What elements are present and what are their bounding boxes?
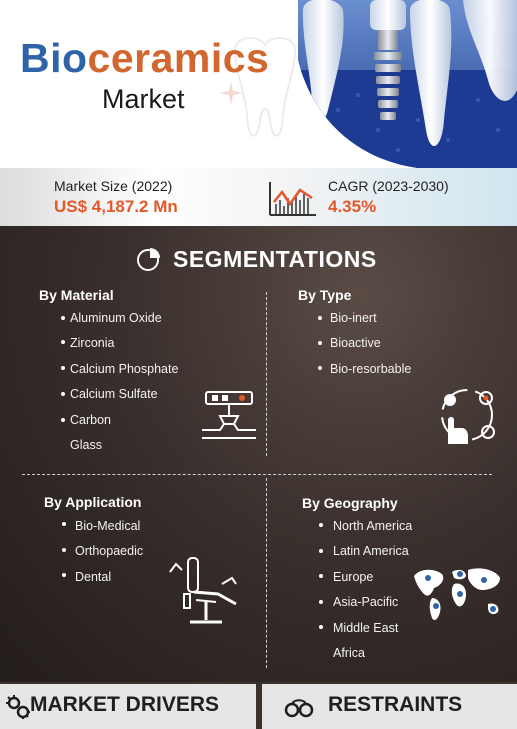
list-item: Europe bbox=[333, 570, 374, 584]
tab-market-drivers-label: MARKET DRIVERS bbox=[30, 693, 220, 716]
list-item: Aluminum Oxide bbox=[70, 311, 162, 325]
bullet bbox=[319, 574, 323, 578]
header bbox=[0, 0, 517, 168]
by-material-label: By Material bbox=[39, 287, 114, 303]
bullet bbox=[62, 522, 66, 526]
list-item: Calcium Phosphate bbox=[70, 362, 179, 376]
cagr-value: 4.35% bbox=[328, 197, 377, 216]
list-item: Carbon bbox=[70, 413, 111, 427]
bullet bbox=[319, 523, 323, 527]
bullet bbox=[318, 366, 322, 370]
list-item: Bio-Medical bbox=[75, 519, 141, 533]
title-part-2: ceramics bbox=[87, 35, 270, 81]
bullet bbox=[61, 392, 65, 396]
tab-restraints-label: RESTRAINTS bbox=[328, 693, 463, 716]
list-item: Asia-Pacific bbox=[333, 595, 399, 609]
dental-implant-image bbox=[298, 0, 517, 168]
world-map-icon bbox=[410, 564, 506, 624]
by-type-label: By Type bbox=[298, 287, 352, 303]
tab-restraints[interactable] bbox=[262, 684, 517, 729]
list-item: Dental bbox=[75, 570, 112, 584]
list-item: Zirconia bbox=[70, 336, 115, 350]
press-machine-icon bbox=[200, 390, 258, 444]
list-item: Middle East bbox=[333, 621, 399, 635]
touch-select-icon bbox=[436, 384, 498, 446]
by-application-label: By Application bbox=[44, 494, 142, 510]
list-item: Orthopaedic bbox=[75, 544, 144, 558]
title-part-1: Bio bbox=[20, 35, 88, 81]
list-item: Bio-inert bbox=[330, 311, 377, 325]
bullet bbox=[319, 549, 323, 553]
bullet bbox=[62, 548, 66, 552]
bottom-tabs bbox=[0, 682, 517, 729]
stats-band bbox=[0, 168, 517, 226]
growth-chart-icon bbox=[266, 180, 318, 218]
divider-vertical-top bbox=[266, 292, 267, 456]
sparkle-icon bbox=[218, 80, 244, 106]
bullet bbox=[319, 600, 323, 604]
list-item: Glass bbox=[70, 438, 102, 452]
bullet bbox=[61, 316, 65, 320]
market-size-label: Market Size (2022) bbox=[54, 178, 173, 194]
divider-vertical-bottom bbox=[266, 478, 267, 668]
dental-chair-icon bbox=[166, 554, 242, 630]
list-item: Bio-resorbable bbox=[330, 362, 412, 376]
bullet bbox=[318, 316, 322, 320]
gears-icon bbox=[5, 694, 31, 720]
cagr-label: CAGR (2023-2030) bbox=[328, 178, 449, 194]
handcuffs-icon bbox=[284, 698, 314, 718]
segmentations-title: SEGMENTATIONS bbox=[173, 246, 377, 272]
bullet bbox=[62, 573, 66, 577]
by-geography-label: By Geography bbox=[302, 495, 398, 511]
divider-horizontal bbox=[22, 474, 492, 475]
bullet bbox=[61, 340, 65, 344]
bullet bbox=[319, 625, 323, 629]
bullet bbox=[61, 366, 65, 370]
bullet bbox=[61, 418, 65, 422]
list-item: Bioactive bbox=[330, 336, 381, 350]
list-item: North America bbox=[333, 519, 413, 533]
list-item: Calcium Sulfate bbox=[70, 387, 158, 401]
market-size-value: US$ 4,187.2 Mn bbox=[54, 197, 178, 216]
segmentations-panel bbox=[0, 226, 517, 682]
page-subtitle: Market bbox=[102, 84, 185, 114]
list-item: Africa bbox=[333, 646, 365, 660]
page-title bbox=[20, 36, 269, 80]
list-item: Latin America bbox=[333, 544, 409, 558]
tab-market-drivers[interactable] bbox=[0, 684, 256, 729]
pie-chart-icon bbox=[136, 246, 162, 272]
bullet bbox=[318, 341, 322, 345]
